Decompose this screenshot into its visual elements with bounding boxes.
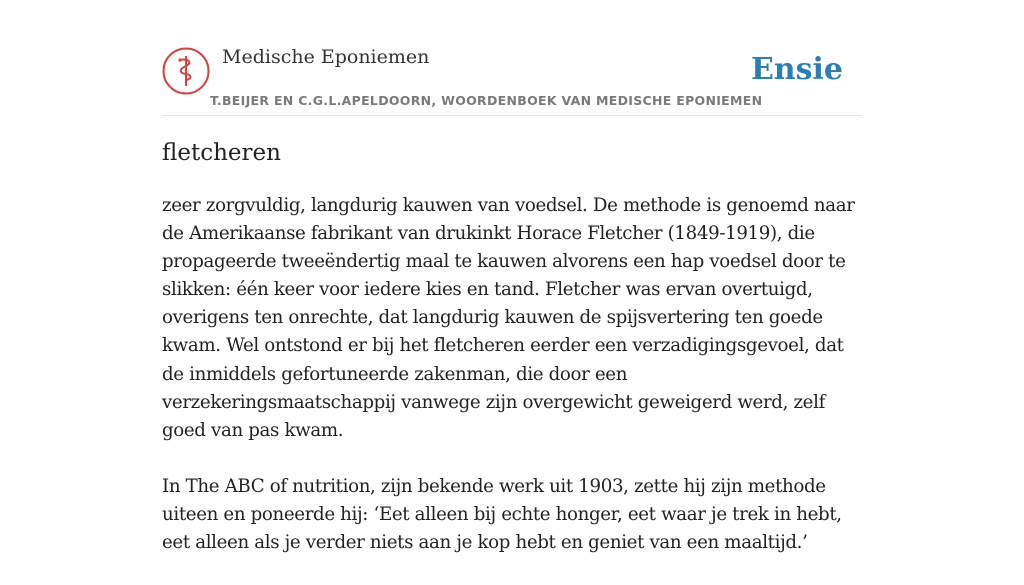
brand-logo[interactable]: Ensie bbox=[750, 52, 843, 87]
definition-paragraph: In The ABC of nutrition, zijn bekende werk uit 1903, zette hij zijn methode uiteen en poneerde hij: ‘Eet alleen bij echte honger, eet waar je trek in hebt, eet alleen als je verder niets aan je kop hebt en geniet van een maaltijd.’ bbox=[162, 475, 842, 554]
caduceus-icon[interactable] bbox=[162, 47, 210, 95]
definition-paragraph: zeer zorgvuldig, langdurig kauwen van voedsel. De methode is genoemd naar de Amerikaanse fabrikant van drukinkt Horace Fletcher (1849-1919), die propageerde tweeëndertig maal te kauwen alvorens een hap voedsel door te slikken: één keer voor iedere kies en tand. Fletcher was ervan overtuigd, overigens ten onrechte, dat langdurig kauwen de spijsvertering ten goede kwam. Wel ontstond er bij het fletcheren eerder een verzadigingsgevoel, dat de inmiddels gefortuneerde zakenman, die door een verzekeringsmaatschappij vanwege zijn overgewicht geweigerd werd, zelf goed van pas kwam. bbox=[162, 195, 855, 441]
definition-text bbox=[162, 192, 862, 585]
source-title[interactable]: Medische Eponiemen bbox=[222, 46, 430, 68]
header-divider bbox=[162, 115, 862, 116]
source-header bbox=[162, 46, 862, 116]
headword: fletcheren bbox=[162, 140, 281, 166]
source-credit: T.BEIJER EN C.G.L.APELDOORN, WOORDENBOEK VAN MEDISCHE EPONIEMEN bbox=[210, 93, 763, 108]
